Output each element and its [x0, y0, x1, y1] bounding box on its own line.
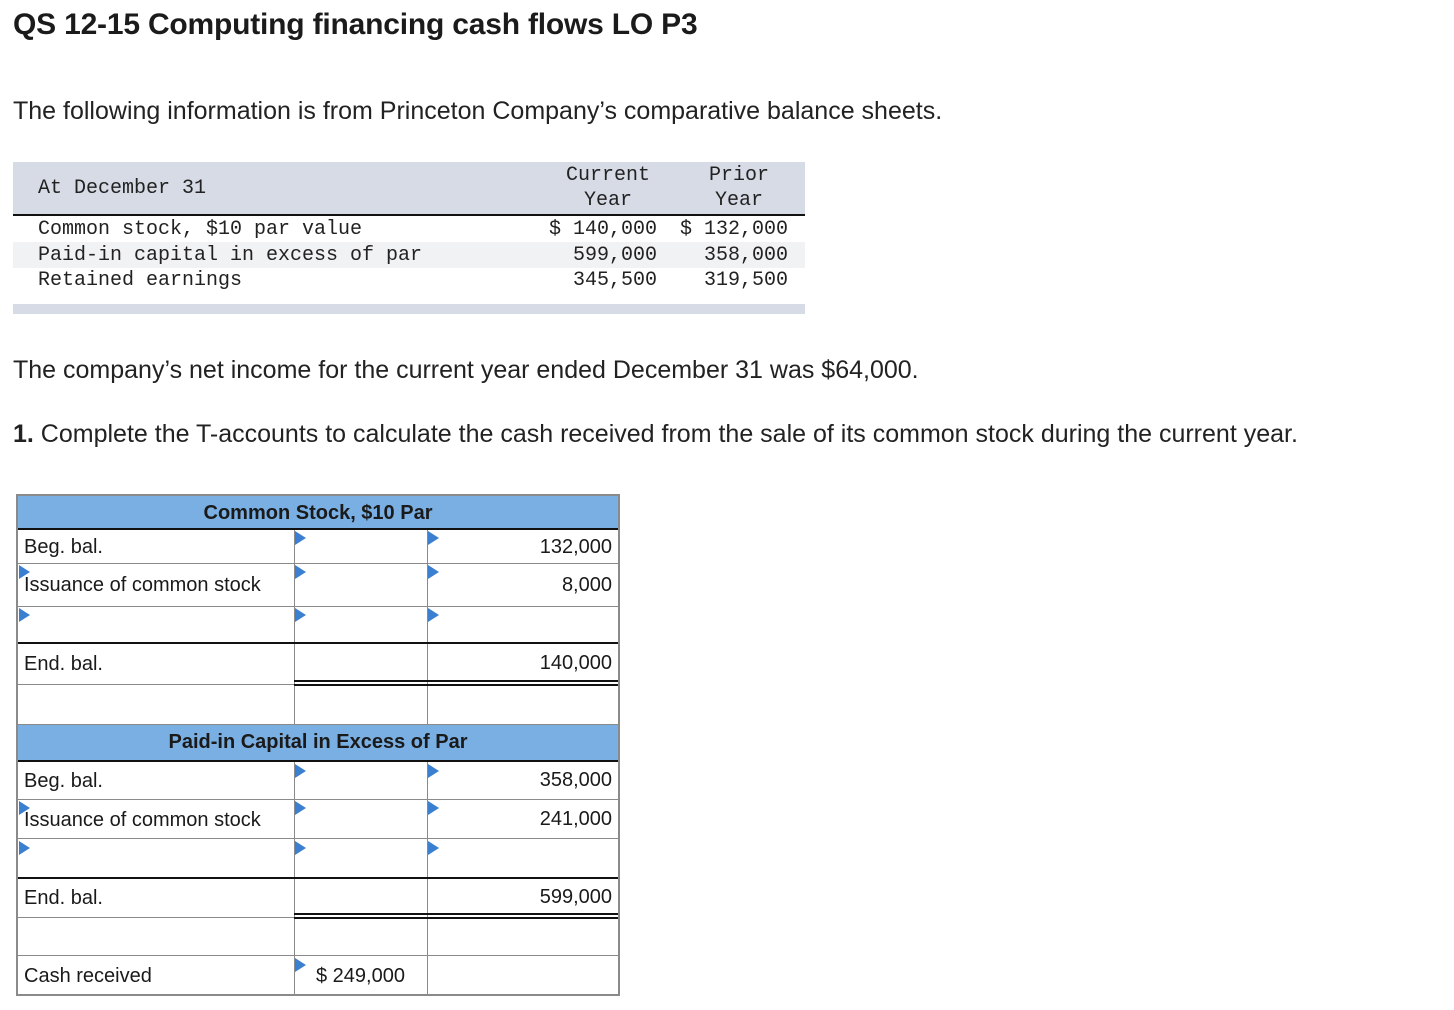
t-row-amount: 140,000: [539, 652, 612, 674]
bs-row-current: 599,000: [572, 244, 657, 267]
bs-row-prior: $ 132,000: [679, 218, 788, 241]
t-row-label: Beg. bal.: [24, 770, 103, 792]
dropdown-marker-icon[interactable]: [19, 841, 30, 855]
dropdown-marker-icon[interactable]: [428, 801, 439, 815]
dropdown-marker-icon[interactable]: [295, 958, 306, 972]
net-income-text: The company’s net income for the current year ended December 31 was $64,000.: [13, 356, 919, 384]
bs-col-current-line2: Year: [583, 189, 632, 212]
dropdown-marker-icon[interactable]: [428, 764, 439, 778]
dropdown-marker-icon[interactable]: [19, 565, 30, 579]
t-row-label: Beg. bal.: [24, 536, 103, 558]
col-divider: [427, 530, 428, 724]
t-account-header-common-stock: Common Stock, $10 Par: [18, 496, 618, 530]
bs-row-current: 345,500: [572, 269, 657, 292]
bs-row-label: Retained earnings: [38, 269, 243, 292]
row-divider: [18, 955, 618, 956]
t-row-amount[interactable]: 132,000: [539, 536, 612, 558]
dropdown-marker-icon[interactable]: [295, 841, 306, 855]
bs-col-current-line1: Current: [565, 164, 650, 187]
row-divider: [18, 684, 294, 685]
dropdown-marker-icon[interactable]: [295, 764, 306, 778]
bs-row-label: Paid-in capital in excess of par: [38, 244, 423, 267]
bs-row-prior: 319,500: [703, 269, 788, 292]
t-row-label[interactable]: Issuance of common stock: [24, 574, 261, 596]
balance-sheet-footer: [13, 304, 805, 314]
dropdown-marker-icon[interactable]: [295, 801, 306, 815]
t-row-label: End. bal.: [24, 653, 103, 675]
t-row-label[interactable]: Issuance of common stock: [24, 809, 261, 831]
t-row-amount: 599,000: [539, 886, 612, 908]
cash-received-amount[interactable]: $ 249,000: [316, 965, 405, 987]
question-text: Complete the T-accounts to calculate the cash received from the sale of its common stock during the current year.: [33, 420, 1298, 448]
bs-row-current: $ 140,000: [548, 218, 657, 241]
row-divider: [18, 838, 618, 839]
bs-col-prior-line1: Prior: [708, 164, 769, 187]
question-1: [13, 420, 1298, 449]
row-divider: [18, 917, 294, 918]
dropdown-marker-icon[interactable]: [295, 608, 306, 622]
bs-row-label: Common stock, $10 par value: [38, 218, 363, 241]
dropdown-marker-icon[interactable]: [19, 801, 30, 815]
dropdown-marker-icon[interactable]: [428, 565, 439, 579]
page-title: QS 12-15 Computing financing cash flows LO P3: [13, 8, 698, 41]
bs-row-prior: 358,000: [703, 244, 788, 267]
question-number: 1.: [13, 420, 34, 448]
row-divider: [18, 563, 618, 564]
double-underline: [294, 913, 618, 919]
dropdown-marker-icon[interactable]: [19, 608, 30, 622]
double-underline: [294, 680, 618, 686]
t-account-header-paid-in-capital: Paid-in Capital in Excess of Par: [18, 725, 618, 762]
t-row-label: End. bal.: [24, 887, 103, 909]
t-row-amount[interactable]: 8,000: [561, 574, 612, 596]
col-divider: [294, 530, 295, 724]
t-row-amount[interactable]: 358,000: [539, 769, 612, 791]
cash-received-label: Cash received: [24, 965, 152, 987]
col-divider: [427, 762, 428, 996]
dropdown-marker-icon[interactable]: [428, 608, 439, 622]
t-accounts-grid: [16, 494, 620, 996]
row-divider: [18, 606, 618, 607]
row-divider: [18, 642, 618, 644]
row-divider: [18, 799, 618, 800]
t-row-amount[interactable]: 241,000: [539, 808, 612, 830]
dropdown-marker-icon[interactable]: [295, 531, 306, 545]
dropdown-marker-icon[interactable]: [428, 531, 439, 545]
intro-text: The following information is from Princeton Company’s comparative balance sheets.: [13, 97, 943, 125]
balance-sheet-table: [13, 162, 805, 314]
bs-header-label: At December 31: [38, 177, 207, 200]
bs-col-prior-line2: Year: [714, 189, 763, 212]
row-divider: [18, 877, 618, 879]
dropdown-marker-icon[interactable]: [295, 565, 306, 579]
dropdown-marker-icon[interactable]: [428, 841, 439, 855]
